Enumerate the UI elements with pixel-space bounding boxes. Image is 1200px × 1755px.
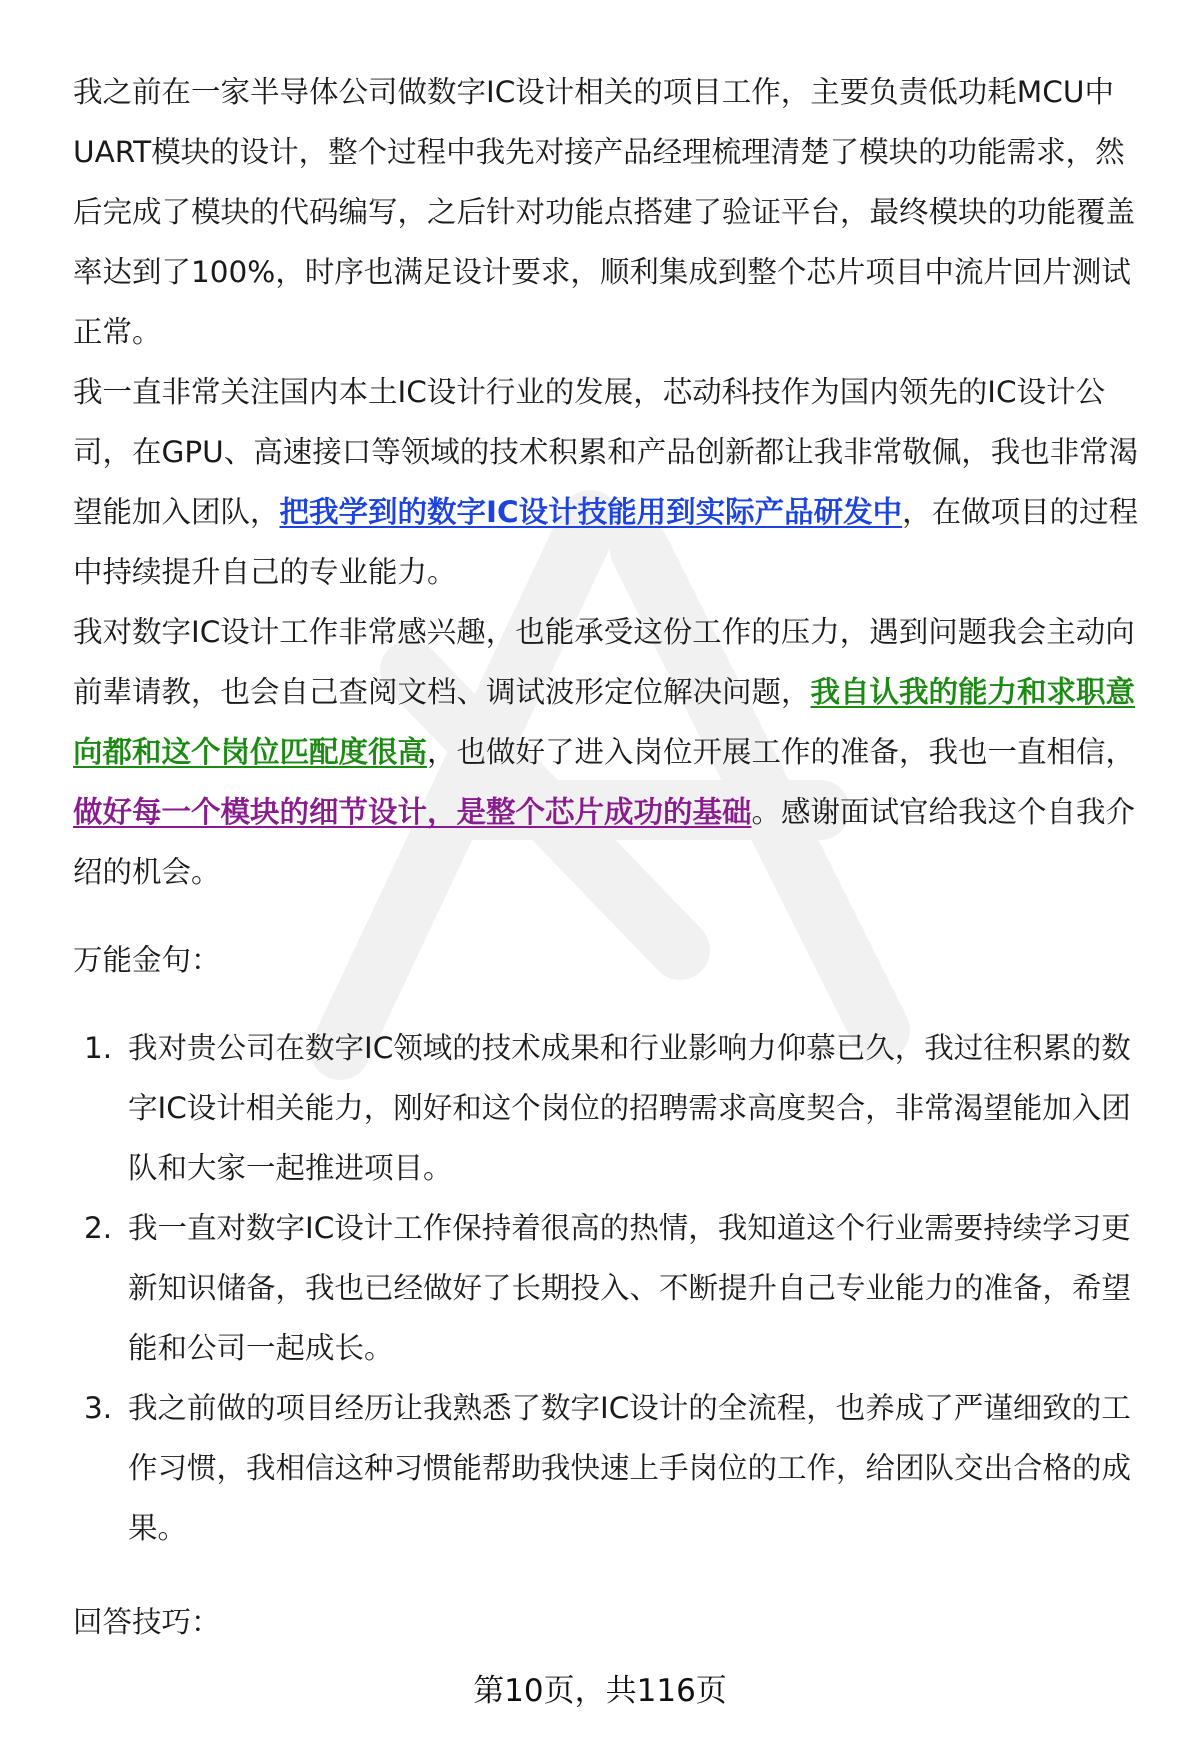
- list-item: [73, 1018, 1148, 1198]
- highlight-blue-phrase: 把我学到的数字IC设计技能用到实际产品研发中: [279, 495, 903, 529]
- highlight-purple-phrase: 做好每一个模块的细节设计，是整个芯片成功的基础: [73, 795, 752, 829]
- paragraph-2-text-end: ，在做项目的过程中持续提升自己的专业能力。: [73, 495, 1139, 589]
- list-item-text: 我一直对数字IC设计工作保持着很高的热情，我知道这个行业需要持续学习更新知识储备，我也已经做好了长期投入、不断提升自己专业能力的准备，希望能和公司一起成长。: [128, 1211, 1132, 1365]
- golden-sentence-list: [73, 1018, 1148, 1558]
- list-item-number: 2.: [84, 1211, 113, 1245]
- list-item-text: 我对贵公司在数字IC领域的技术成果和行业影响力仰慕已久，我过往积累的数字IC设计相关能力，刚好和这个岗位的招聘需求高度契合，非常渴望能加入团队和大家一起推进项目。: [128, 1031, 1131, 1185]
- document-body: [73, 62, 1148, 1652]
- paragraph-3-text-middle: ，也做好了进入岗位开展工作的准备，我也一直相信，: [427, 735, 1136, 769]
- paragraph-3-text-start: 我对数字IC设计工作非常感兴趣，也能承受这份工作的压力，遇到问题我会主动向前辈请教，也会自己查阅文档、调试波形定位解决问题，: [73, 615, 1135, 709]
- paragraph-2: [73, 362, 1148, 602]
- paragraph-3: [73, 602, 1148, 902]
- paragraph-2-text-start: 我一直非常关注国内本土IC设计行业的发展，芯动科技作为国内领先的IC设计公司，在GPU、高速接口等领域的技术积累和产品创新都让我非常敬佩，我也非常渴望能加入团队，: [73, 375, 1139, 529]
- highlight-green-phrase: 我自认我的能力和求职意向都和这个岗位匹配度很高: [73, 675, 1136, 769]
- list-item: [73, 1198, 1148, 1378]
- paragraph-1: 我之前在一家半导体公司做数字IC设计相关的项目工作，主要负责低功耗MCU中UART模块的设计，整个过程中我先对接产品经理梳理清楚了模块的功能需求，然后完成了模块的代码编写，之后针对功能点搭建了验证平台，最终模块的功能覆盖率达到了100%，时序也满足设计要求，顺利集成到整个芯片项目中流片回片测试正常。: [73, 75, 1136, 349]
- section-title-golden-sentences: 万能金句：: [73, 943, 221, 977]
- page-number-footer: 第10页，共116页: [473, 1673, 727, 1709]
- list-item-text: 我之前做的项目经历让我熟悉了数字IC设计的全流程，也养成了严谨细致的工作习惯，我相信这种习惯能帮助我快速上手岗位的工作，给团队交出合格的成果。: [128, 1391, 1132, 1545]
- list-item-number: 3.: [84, 1391, 113, 1425]
- list-item-number: 1.: [84, 1031, 113, 1065]
- list-item: [73, 1378, 1148, 1558]
- paragraph-3-text-end: 。感谢面试官给我这个自我介绍的机会。: [73, 795, 1136, 889]
- section-title-answer-tips: 回答技巧：: [73, 1605, 221, 1639]
